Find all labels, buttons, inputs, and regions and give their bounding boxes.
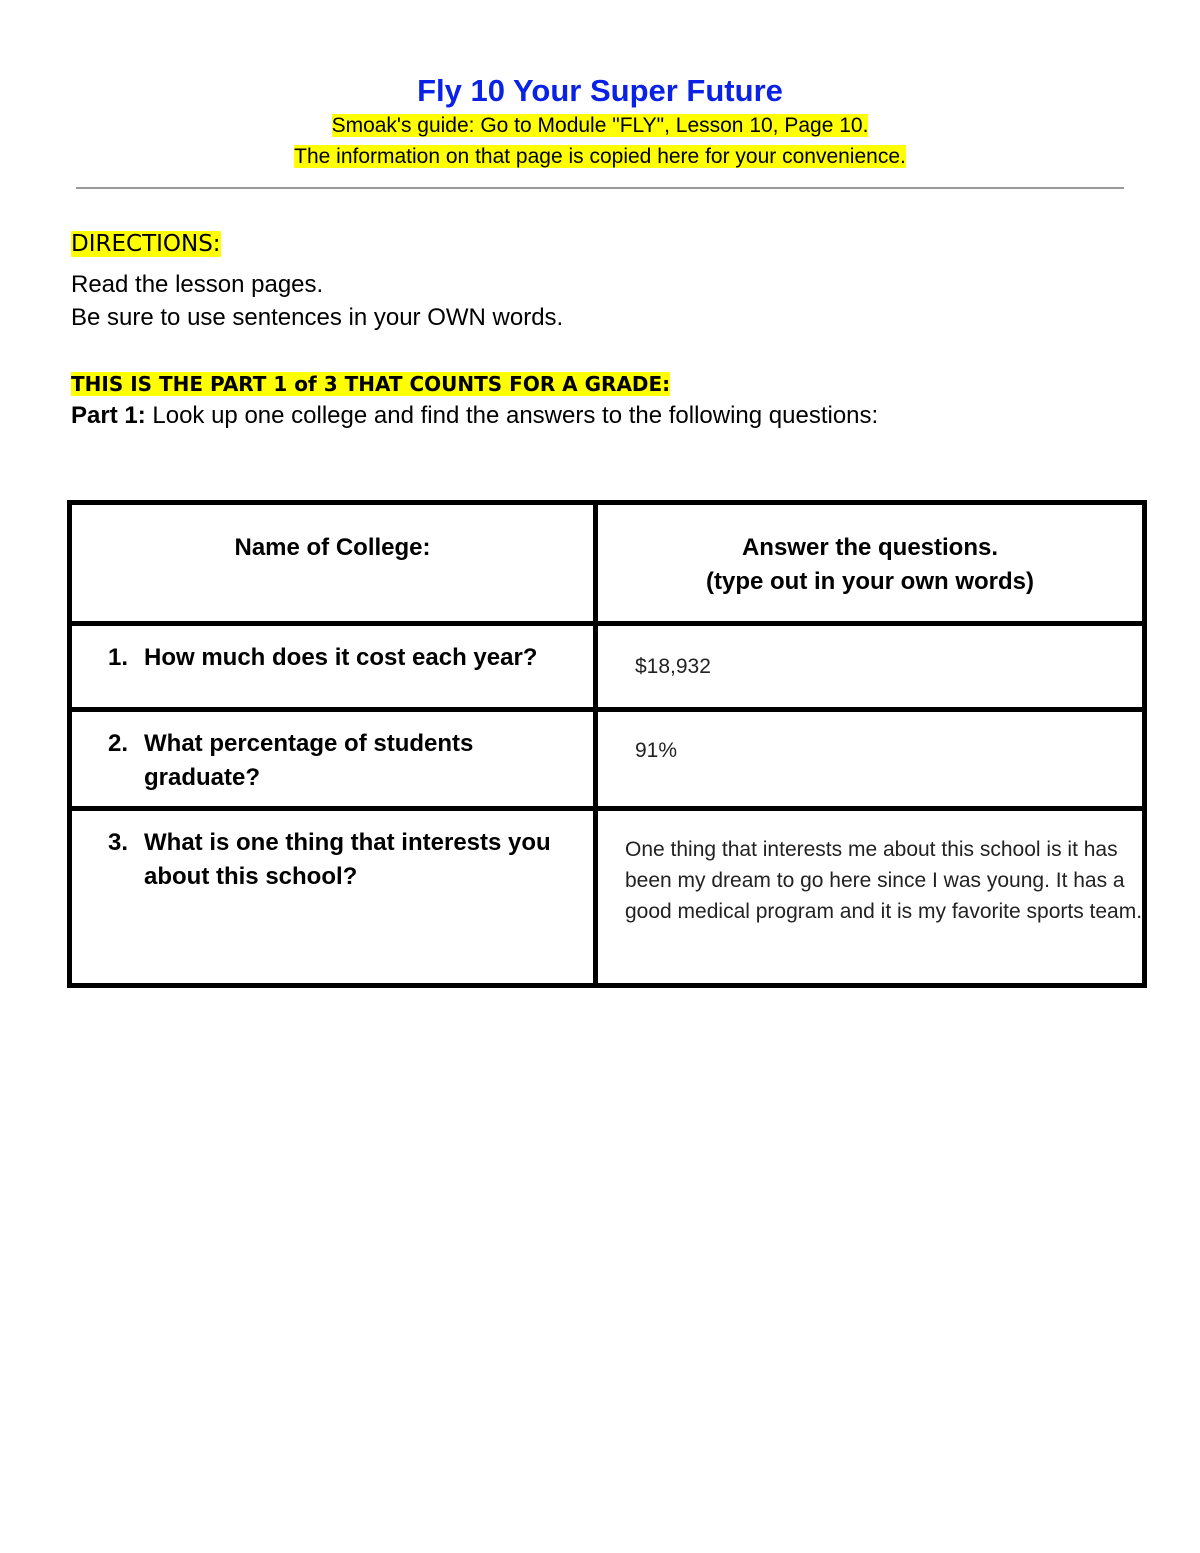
- answer-header: [598, 531, 1142, 599]
- header-divider: [76, 187, 1124, 189]
- subtitle-line-2: [0, 143, 1200, 170]
- college-question-table: [67, 500, 1147, 988]
- question-2-number: 2.: [108, 730, 129, 757]
- question-1-text: How much does it cost each year?: [144, 644, 538, 671]
- direction-line-1: Read the lesson pages.: [71, 271, 324, 298]
- answer-header-line-1: Answer the questions.: [741, 534, 999, 561]
- part-1-instruction: [71, 401, 878, 431]
- question-1: [72, 641, 593, 675]
- subtitle-line-1-text: Smoak's guide: Go to Module "FLY", Lesson 10, Page 10.: [331, 114, 869, 137]
- question-3: [72, 826, 593, 894]
- college-name-header: Name of College:: [234, 534, 431, 561]
- direction-line-2: Be sure to use sentences in your OWN words.: [71, 304, 564, 331]
- question-3-number: 3.: [108, 829, 129, 856]
- subtitle-line-1: [0, 112, 1200, 139]
- question-2: [72, 727, 593, 795]
- answer-3-field[interactable]: One thing that interests me about this school is it has been my dream to go here since I was young. It has a good medical program and it is my favorite sports team.: [625, 838, 1143, 923]
- table-divider-3: [72, 806, 1142, 811]
- grade-heading-text: THIS IS THE PART 1 of 3 THAT COUNTS FOR A GRADE:: [71, 372, 671, 396]
- part-1-text: Look up one college and find the answers to the following questions:: [145, 402, 879, 429]
- answer-1-field[interactable]: $18,932: [635, 655, 711, 678]
- table-divider-1: [72, 621, 1142, 626]
- page-title: Fly 10 Your Super Future: [417, 73, 783, 108]
- directions-heading: [71, 229, 221, 259]
- question-1-number: 1.: [108, 644, 129, 671]
- question-2-text: What percentage of students graduate?: [144, 730, 474, 791]
- answer-header-line-2: (type out in your own words): [706, 568, 1034, 595]
- subtitle-line-2-text: The information on that page is copied here for your convenience.: [294, 145, 906, 168]
- part-1-label: Part 1:: [71, 402, 146, 429]
- directions-heading-text: DIRECTIONS:: [71, 231, 221, 257]
- grade-heading: [71, 370, 670, 398]
- table-divider-2: [72, 707, 1142, 712]
- answer-2-field[interactable]: 91%: [635, 739, 678, 762]
- question-3-text: What is one thing that interests you about this school?: [144, 829, 551, 890]
